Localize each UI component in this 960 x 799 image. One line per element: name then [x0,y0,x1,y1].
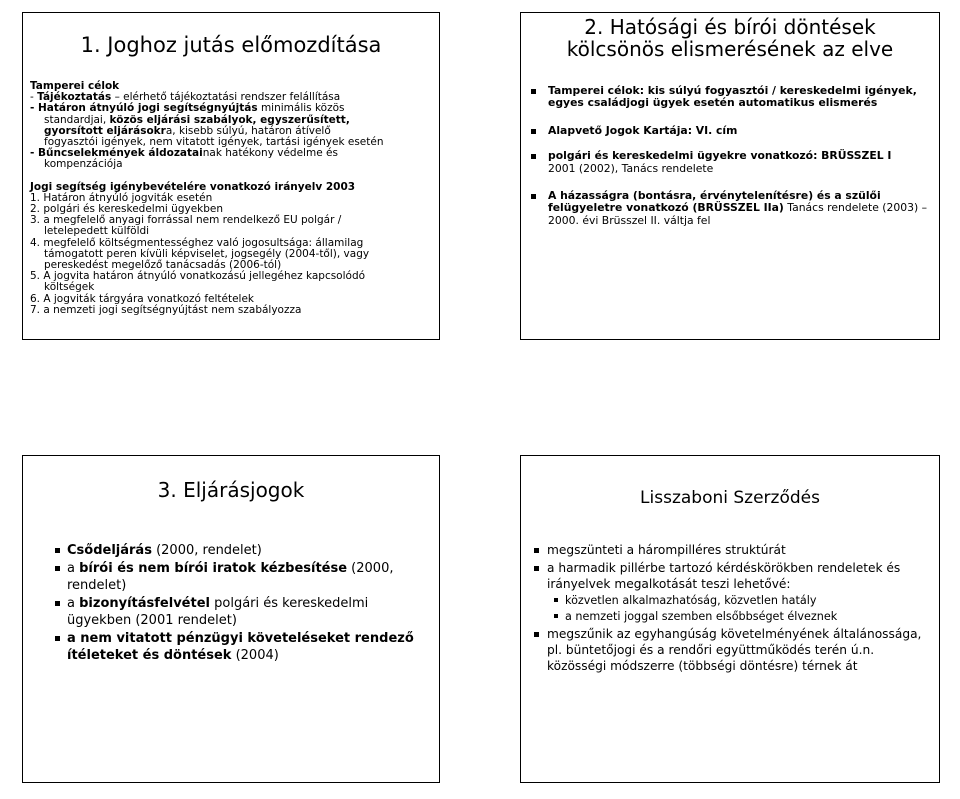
slide-3-bullet-list [55,542,435,665]
list-item: polgári és kereskedelmi ügyekre vonatkozó: BRÜSSZEL I 2001 (2002), Tanács rendelete [531,150,931,175]
sub-list-item: a nemzeti joggal szemben elsőbbséget élveznek [547,609,934,624]
list-item: Alapvető Jogok Kartája: VI. cím [531,125,931,137]
directive-item: támogatott peren kívüli képviselet, jogsegély (2004-től), vagy [44,247,370,260]
directive-item: 4. megfelelő költségmentességhez való jogosultsága: államilag [30,236,364,249]
slide-4-title: Lisszaboni Szerződés [640,488,820,508]
directive-item: pereskedést megelőző tanácsadás (2006-tól) [44,259,282,272]
sub-list [547,593,934,624]
slide-1-body: Tamperei célok - Tájékoztatás – elérhető tájékoztatási rendszer felállítása - Határon átnyúló jogi segítségnyújtás minimális közös standardjai, közös eljárási szabályok, egyszerűsített, gyorsított eljárásokra, kisebb súlyú, határon átívelő fogyasztói igények, nem vitatott igények, tartási igények esetén - Bűncselekmények áldozatainak hatékony védelme és kompenzációja Jogi segítség igénybevételére vonatkozó irányelv 2003 1. Határon átnyúló jogviták esetén 2. polgári és kereskedelmi ügyekben 3. a megfelelő anyagi forrással nem rendelkező EU polgár / letelepedett külföldi 4. megfelelő költségmentességhez való jogosultsága: államilag támogatott peren kívüli képviselet, jogsegély (2004-től), vagy pereskedést megelőző tanácsadás (2006-tól) 5. A jogvita határon átnyúló vonatkozású jellegéhez kapcsolódó költségek 6. A jogviták tárgyára vonatkozó feltételek 7. a nemzeti jogi segítségnyújtást nem szabályozza [30,81,430,316]
directive-heading: Jogi segítség igénybevételére vonatkozó irányelv 2003 [30,180,356,193]
tampere-goal-victims: - Bűncselekmények áldozatainak hatékony védelme és [30,147,338,160]
slide-1-access-to-justice [22,12,440,340]
slide-4-bullet-list [534,542,934,676]
tampere-goal-information: - Tájékoztatás – elérhető tájékoztatási rendszer felállítása [30,91,341,104]
list-item: a bírói és nem bírói iratok kézbesítése (2000, rendelet) [55,560,435,595]
slide-1-title: 1. Joghoz jutás előmozdítása [80,33,382,57]
directive-item: 7. a nemzeti jogi segítségnyújtást nem szabályozza [30,303,302,316]
tampere-goal-legal-aid: - Határon átnyúló jogi segítségnyújtás minimális közös [30,102,345,115]
list-item: megszünteti a hárompilléres struktúrát [534,542,934,558]
list-item: a harmadik pillérbe tartozó kérdéskörökben rendeletek és irányelvek megalkotását teszi lehetővé: közvetlen alkalmazhatóság, közvetlen hatály a nemzeti joggal szemben elsőbbséget élveznek [534,560,934,624]
slide-2-mutual-recognition [520,12,940,340]
slide-2-bullet-list [531,85,931,242]
sub-list-item: közvetlen alkalmazhatóság, közvetlen hatály [547,593,934,608]
directive-item: 1. Határon átnyúló jogviták esetén [30,191,213,204]
list-item: Csődeljárás (2000, rendelet) [55,542,435,560]
directive-item: 6. A jogviták tárgyára vonatkozó feltételek [30,292,255,305]
slide-4-lisbon-treaty [520,455,940,783]
directive-item: 3. a megfelelő anyagi forrással nem rendelkező EU polgár / [30,214,342,227]
list-item: a bizonyításfelvétel polgári és kereskedelmi ügyekben (2001 rendelet) [55,595,435,630]
directive-item: 5. A jogvita határon átnyúló vonatkozású jellegéhez kapcsolódó [30,270,366,283]
directive-item: letelepedett külföldi [44,225,150,238]
list-item: megszűnik az egyhangúság követelményének általánossága, pl. büntetőjogi és a rendőri együttműködés terén ú.n. közösségi módszerre (többségi döntésre) térnek át [534,626,934,674]
list-item: A házasságra (bontásra, érvénytelenítésre) és a szülői felügyeletre vonatkozó (BRÜSSZEL IIa) Tanács rendelete (2003) – 2000. évi Brüsszel II. váltja fel [531,190,931,227]
slide-3-procedural-law [22,455,440,783]
tampere-heading: Tamperei célok [30,80,120,92]
directive-item: 2. polgári és kereskedelmi ügyekben [30,203,224,216]
slide-2-title: 2. Hatósági és bírói döntések kölcsönös elismerésének az elve [566,15,894,61]
directive-item: költségek [44,281,95,294]
list-item: Tamperei célok: kis súlyú fogyasztói / kereskedelmi igények, egyes családjogi ügyek esetén automatikus elismerés [531,85,931,110]
list-item: a nem vitatott pénzügyi követeléseket rendező ítéleteket és döntések (2004) [55,630,435,665]
slide-3-title: 3. Eljárásjogok [157,478,305,502]
